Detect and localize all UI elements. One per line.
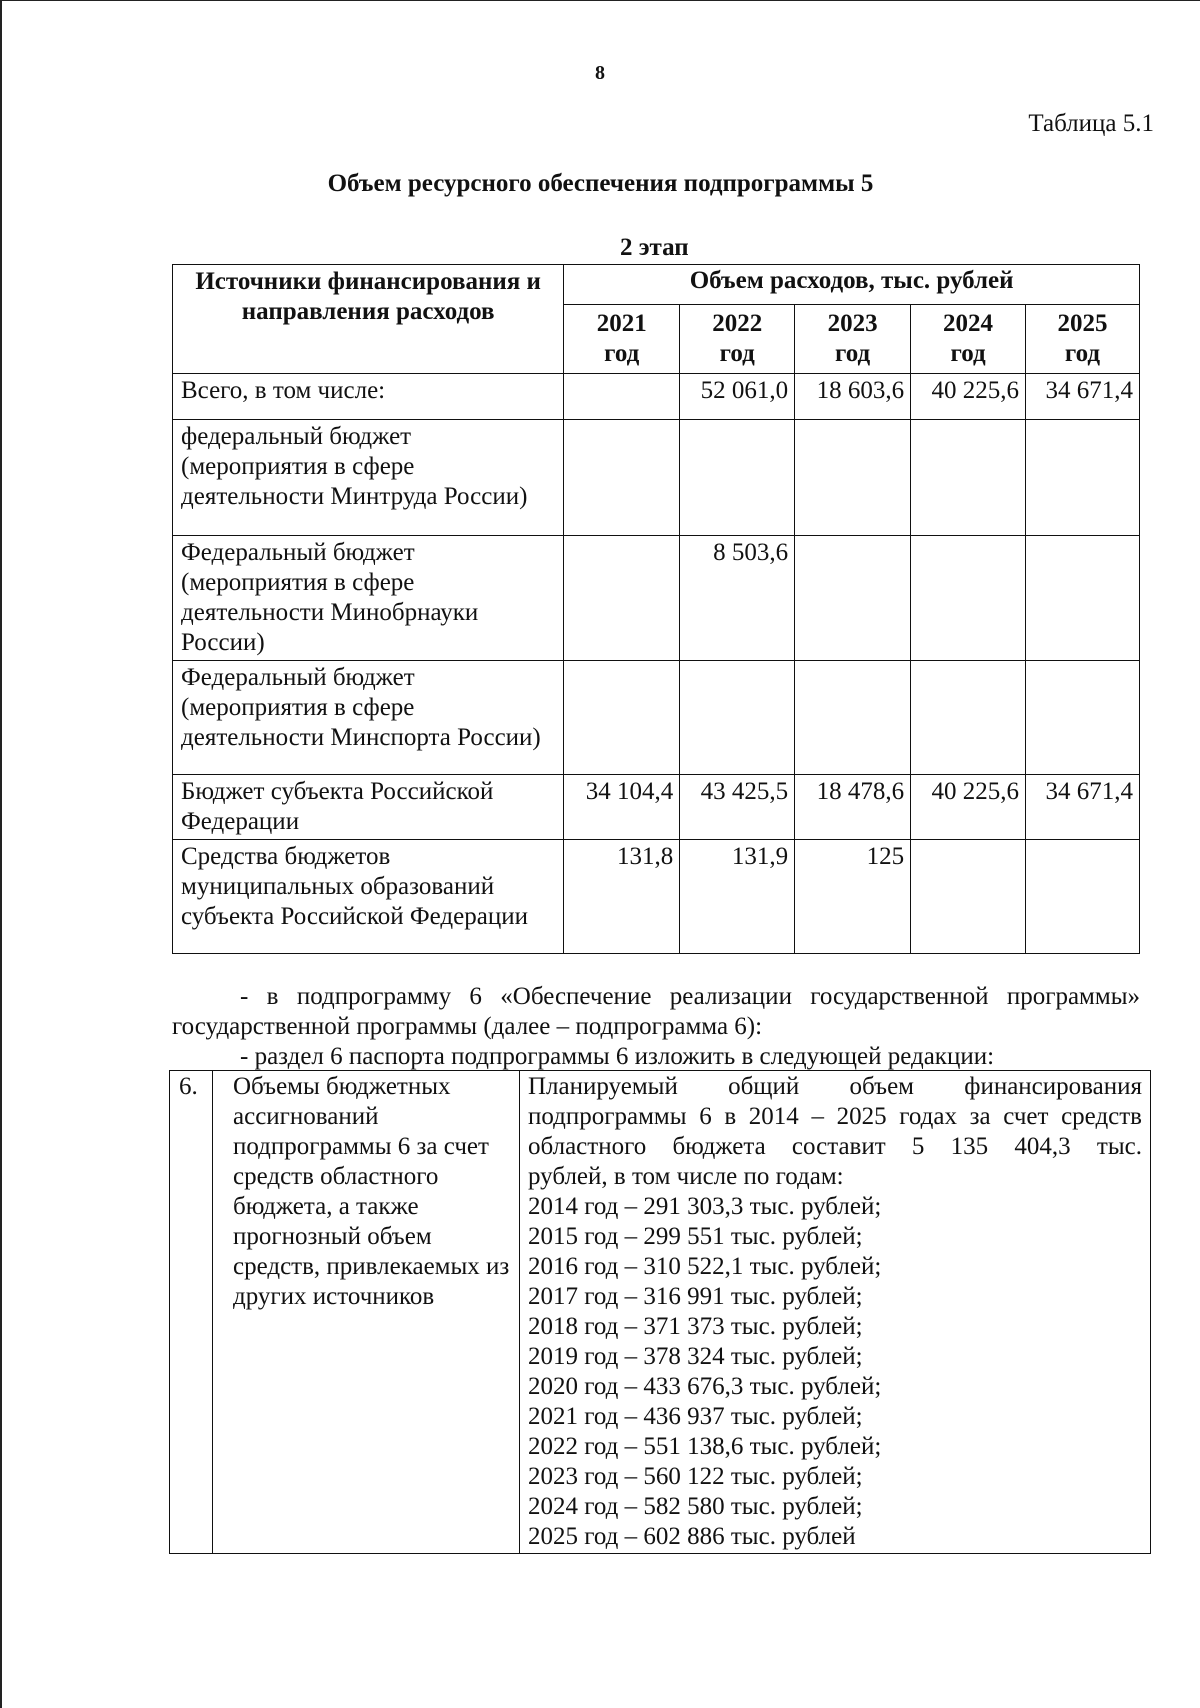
- funding-summary-line: Планируемый общий объем финансирования: [528, 1073, 1142, 1100]
- funding-year-line: 2024 год – 582 580 тыс. рублей;: [528, 1493, 863, 1520]
- paragraph-section-6: - раздел 6 паспорта подпрограммы 6 изложить в следующей редакции:: [240, 1043, 995, 1070]
- cell-value: 125: [795, 840, 911, 954]
- cell-value: 52 061,0: [680, 374, 795, 420]
- year-number: 2025: [1057, 310, 1108, 337]
- paragraph-subprogram-6: - в подпрограмму 6 «Обеспечение реализации государственной программы»: [240, 983, 1140, 1010]
- cell-value: 34 671,4: [1026, 374, 1140, 420]
- cell-value: [795, 536, 911, 661]
- funding-summary-line: подпрограммы 6 в 2014 – 2025 годах за счет средств: [528, 1103, 1142, 1130]
- year-unit: год: [604, 340, 640, 367]
- table-row: [173, 661, 1140, 775]
- row-source: Бюджет субъекта Российской Федерации: [173, 775, 564, 840]
- table-row: [173, 840, 1140, 954]
- table-title: Объем ресурсного обеспечения подпрограммы 5: [327, 170, 874, 197]
- cell-value: 34 104,4: [564, 775, 680, 840]
- cell-value: [564, 536, 680, 661]
- cell-value: 18 478,6: [795, 775, 911, 840]
- funding-year-line: 2021 год – 436 937 тыс. рублей;: [528, 1403, 863, 1430]
- stage-label: 2 этап: [620, 234, 689, 261]
- cell-value: [911, 661, 1026, 775]
- cell-value: 18 603,6: [795, 374, 911, 420]
- table-row: [173, 374, 1140, 420]
- year-number: 2021: [596, 310, 647, 337]
- row-source: Средства бюджетов муниципальных образований субъекта Российской Федерации: [173, 840, 564, 954]
- cell-value: [1026, 840, 1140, 954]
- cell-value: [795, 420, 911, 536]
- left-margin-rule: [0, 0, 2, 1708]
- funding-year-line: 2015 год – 299 551 тыс. рублей;: [528, 1223, 863, 1250]
- year-number: 2024: [943, 310, 994, 337]
- cell-value: [680, 420, 795, 536]
- year-unit: год: [719, 340, 755, 367]
- year-unit: год: [950, 340, 986, 367]
- header-year-2022: [680, 305, 795, 374]
- row-source: Всего, в том числе:: [173, 374, 564, 420]
- funding-summary-line: рублей, в том числе по годам:: [528, 1163, 844, 1190]
- paragraph-state-program: государственной программы (далее – подпрограмма 6):: [172, 1013, 763, 1040]
- section-number: 6.: [170, 1071, 213, 1554]
- funding-summary-line: областного бюджета составит 5 135 404,3 тыс.: [528, 1133, 1142, 1160]
- cell-value: [564, 420, 680, 536]
- row-source: Федеральный бюджет (мероприятия в сфере деятельности Минспорта России): [173, 661, 564, 775]
- section-description: Объемы бюджетных ассигнований подпрограммы 6 за счет средств областного бюджета, а также прогнозный объем средств, привлекаемых из других источников: [213, 1071, 520, 1554]
- cell-value: 34 671,4: [1026, 775, 1140, 840]
- cell-value: 40 225,6: [911, 775, 1026, 840]
- funding-year-line: 2019 год – 378 324 тыс. рублей;: [528, 1343, 863, 1370]
- cell-value: [1026, 536, 1140, 661]
- page-number: 8: [595, 62, 605, 84]
- header-year-2021: [564, 305, 680, 374]
- funding-year-line: 2018 год – 371 373 тыс. рублей;: [528, 1313, 863, 1340]
- funding-year-line: 2016 год – 310 522,1 тыс. рублей;: [528, 1253, 882, 1280]
- year-unit: год: [835, 340, 871, 367]
- row-source: Федеральный бюджет (мероприятия в сфере деятельности Минобрнауки России): [173, 536, 564, 661]
- cell-value: [564, 661, 680, 775]
- year-unit: год: [1064, 340, 1101, 367]
- year-number: 2022: [712, 310, 763, 337]
- funding-year-line: 2023 год – 560 122 тыс. рублей;: [528, 1463, 863, 1490]
- header-volume: Объем расходов, тыс. рублей: [564, 265, 1140, 305]
- cell-value: [911, 420, 1026, 536]
- funding-year-line: 2022 год – 551 138,6 тыс. рублей;: [528, 1433, 882, 1460]
- cell-value: 40 225,6: [911, 374, 1026, 420]
- header-source: Источники финансирования и направления расходов: [173, 265, 564, 374]
- cell-value: 131,8: [564, 840, 680, 954]
- cell-value: [564, 374, 680, 420]
- cell-value: [795, 661, 911, 775]
- header-year-2023: [795, 305, 911, 374]
- resource-table: [172, 264, 1140, 954]
- cell-value: [680, 661, 795, 775]
- year-number: 2023: [827, 310, 878, 337]
- cell-value: [1026, 661, 1140, 775]
- top-margin-rule: [0, 0, 1200, 1]
- table-row: [173, 775, 1140, 840]
- funding-year-line: 2020 год – 433 676,3 тыс. рублей;: [528, 1373, 882, 1400]
- table-row: [173, 420, 1140, 536]
- passport-table: [169, 1070, 1151, 1554]
- cell-value: 8 503,6: [680, 536, 795, 661]
- row-source: федеральный бюджет (мероприятия в сфере деятельности Минтруда России): [173, 420, 564, 536]
- cell-value: [911, 840, 1026, 954]
- cell-value: [1026, 420, 1140, 536]
- table-row: [173, 536, 1140, 661]
- funding-year-line: 2014 год – 291 303,3 тыс. рублей;: [528, 1193, 882, 1220]
- header-year-2024: [911, 305, 1026, 374]
- cell-value: [911, 536, 1026, 661]
- cell-value: 43 425,5: [680, 775, 795, 840]
- funding-year-line: 2017 год – 316 991 тыс. рублей;: [528, 1283, 863, 1310]
- section-funding: [520, 1071, 1151, 1554]
- funding-year-line: 2025 год – 602 886 тыс. рублей: [528, 1523, 856, 1550]
- cell-value: 131,9: [680, 840, 795, 954]
- header-year-2025: [1026, 305, 1140, 374]
- table-label: Таблица 5.1: [1028, 110, 1154, 137]
